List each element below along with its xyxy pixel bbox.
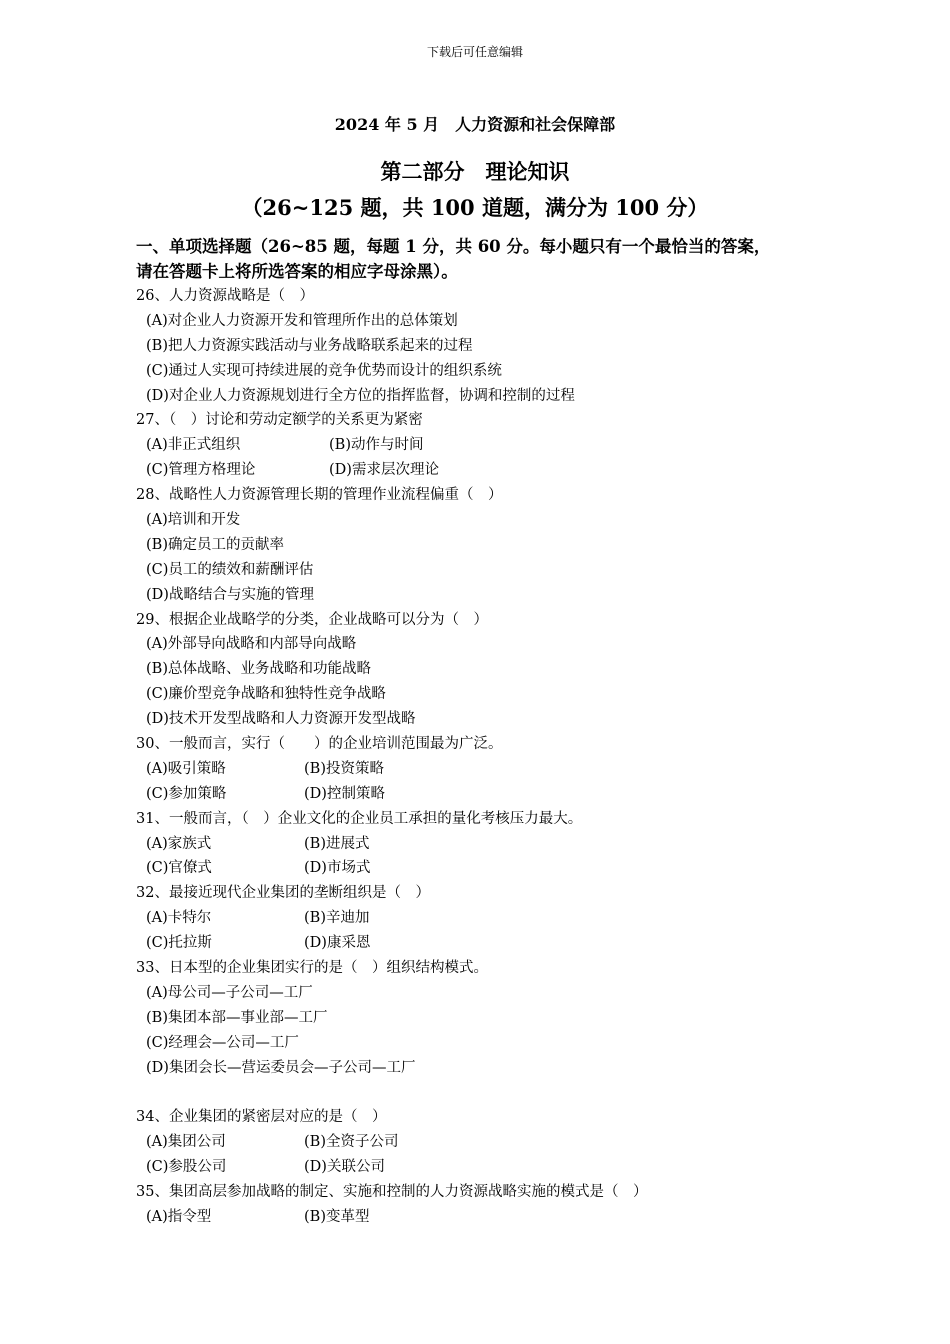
document-title: 2024 年 5 月 人力资源和社会保障部 [334, 115, 616, 134]
page-header-note: 下载后可任意编辑 [426, 45, 523, 59]
option-b: (B)动作与时间 [329, 437, 424, 454]
question-stem: 33、日本型的企业集团实行的是（ ）组织结构模式。 [136, 960, 488, 977]
blank-line [136, 1081, 856, 1106]
part-title: 第二部分 理论知识 [380, 159, 570, 184]
option-b: (B)集团本部—事业部—工厂 [146, 1009, 328, 1026]
question-stem: 34、企业集团的紧密层对应的是（ ） [136, 1109, 387, 1126]
option-a: (A)对企业人力资源开发和管理所作出的总体策划 [146, 312, 458, 329]
question-33 [136, 956, 856, 1080]
option-d: (D)控制策略 [304, 785, 385, 802]
option-a: (A)指令型 [146, 1208, 212, 1225]
question-list [136, 284, 856, 1230]
option-d: (D)战略结合与实施的管理 [146, 586, 314, 603]
option-row [136, 1130, 856, 1155]
option-b: (B)总体战略、业务战略和功能战略 [146, 661, 371, 678]
option-row [136, 782, 856, 807]
option-c: (C)参加策略 [146, 785, 227, 802]
option-row [136, 1155, 856, 1180]
question-stem: 28、战略性人力资源管理长期的管理作业流程偏重（ ） [136, 487, 503, 504]
option-d: (D)对企业人力资源规划进行全方位的指挥监督，协调和控制的过程 [146, 387, 575, 404]
question-stem: 35、集团高层参加战略的制定、实施和控制的人力资源战略实施的模式是（ ） [136, 1184, 648, 1201]
option-c: (C)参股公司 [146, 1159, 227, 1176]
question-32 [136, 881, 856, 956]
option-b: (B)确定员工的贡献率 [146, 536, 284, 553]
option-c: (C)经理会—公司—工厂 [146, 1034, 299, 1051]
option-b: (B)投资策略 [304, 760, 384, 777]
option-c: (C)通过人实现可持续进展的竞争优势而设计的组织系统 [146, 362, 502, 379]
option-c: (C)官僚式 [146, 860, 212, 877]
question-35 [136, 1180, 856, 1230]
option-row [136, 856, 856, 881]
question-28 [136, 483, 856, 607]
question-stem: 30、一般而言，实行（ ）的企业培训范围最为广泛。 [136, 736, 503, 753]
option-a: (A)吸引策略 [146, 760, 226, 777]
question-stem: 29、根据企业战略学的分类，企业战略可以分为（ ） [136, 611, 488, 628]
option-a: (A)母公司—子公司—工厂 [146, 984, 313, 1001]
question-30 [136, 732, 856, 807]
question-stem: 26、人力资源战略是（ ） [136, 288, 314, 304]
option-row [136, 458, 856, 483]
option-a: (A)卡特尔 [146, 910, 212, 927]
option-a: (A)非正式组织 [146, 437, 241, 454]
question-stem: 31、一般而言，（ ）企业文化的企业员工承担的量化考核压力最大。 [136, 810, 583, 827]
option-c: (C)托拉斯 [146, 935, 212, 952]
option-a: (A)培训和开发 [146, 512, 241, 529]
option-a: (A)集团公司 [146, 1134, 226, 1151]
option-b: (B)全资子公司 [304, 1134, 399, 1151]
option-d: (D)关联公司 [304, 1159, 385, 1176]
option-c: (C)员工的绩效和薪酬评估 [146, 561, 314, 578]
question-stem: 32、最接近现代企业集团的垄断组织是（ ） [136, 885, 430, 902]
option-d: (D)技术开发型战略和人力资源开发型战略 [146, 711, 416, 728]
question-31 [136, 807, 856, 882]
question-stem: 27、（ ）讨论和劳动定额学的关系更为紧密 [136, 412, 423, 429]
option-row [136, 931, 856, 956]
question-29 [136, 608, 856, 732]
option-row [136, 757, 856, 782]
question-27 [136, 408, 856, 483]
section-heading [136, 234, 836, 284]
option-c: (C)廉价型竞争战略和独特性竞争战略 [146, 686, 386, 703]
option-b: (B)辛迪加 [304, 910, 370, 927]
question-26 [136, 284, 856, 408]
option-row [136, 906, 856, 931]
option-row [136, 1205, 856, 1230]
option-row [136, 832, 856, 857]
option-d: (D)需求层次理论 [329, 462, 439, 479]
option-row [136, 433, 856, 458]
option-b: (B)进展式 [304, 835, 370, 852]
option-c: (C)管理方格理论 [146, 462, 256, 479]
option-d: (D)集团会长—营运委员会—子公司—工厂 [146, 1059, 416, 1076]
section-heading-line-1: 一、单项选择题（26~85 题，每题 1 分，共 60 分。每小题只有一个最恰当的答案， [136, 237, 771, 256]
option-d: (D)市场式 [304, 860, 371, 877]
section-heading-line-2: 请在答题卡上将所选答案的相应字母涂黑）。 [136, 262, 458, 281]
question-34 [136, 1105, 856, 1180]
option-a: (A)家族式 [146, 835, 212, 852]
option-b: (B)把人力资源实践活动与业务战略联系起来的过程 [146, 337, 473, 354]
option-b: (B)变革型 [304, 1208, 370, 1225]
part-subtitle: （26~125 题，共 100 道题，满分为 100 分） [241, 195, 709, 220]
option-a: (A)外部导向战略和内部导向战略 [146, 636, 357, 653]
option-d: (D)康采恩 [304, 935, 371, 952]
